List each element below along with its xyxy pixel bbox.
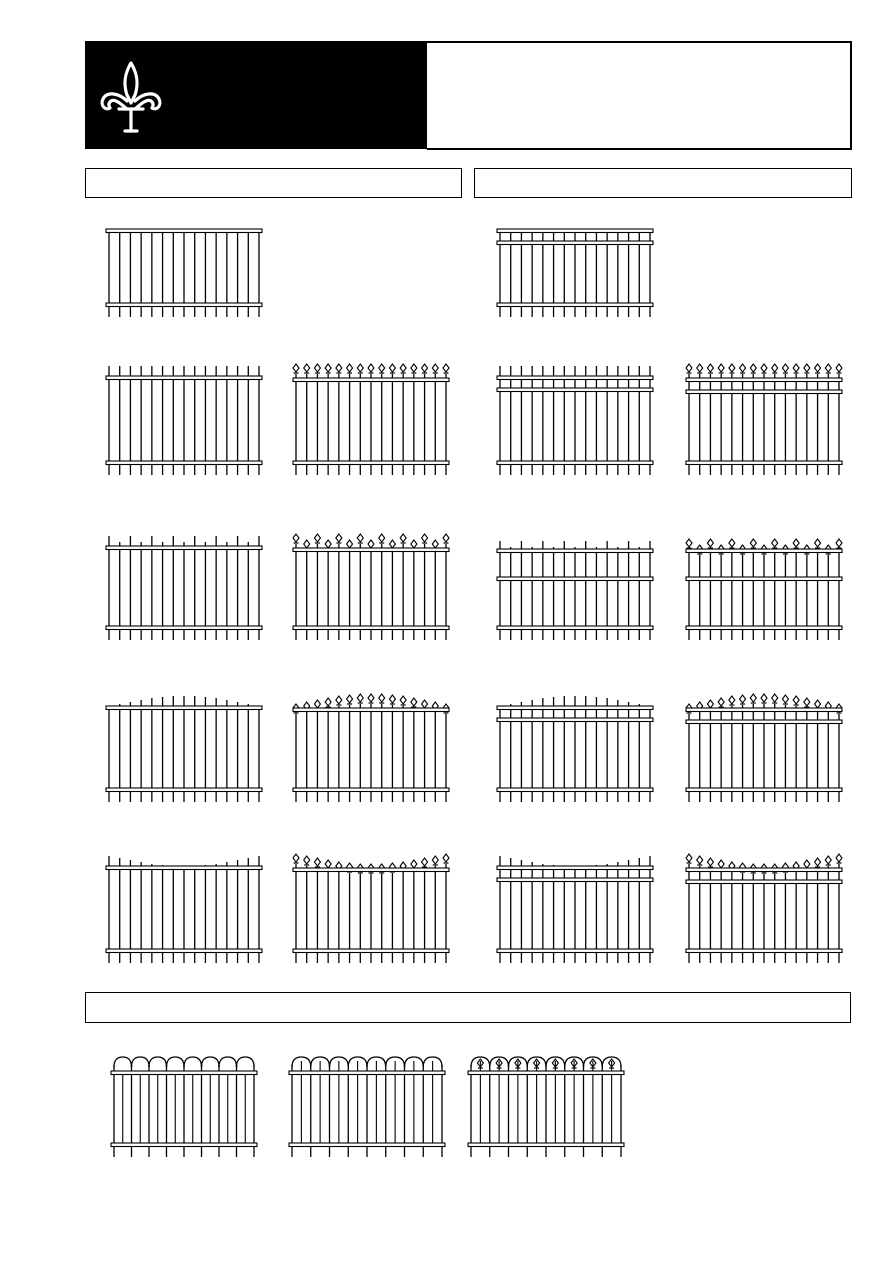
spear-finial: [750, 364, 756, 372]
loop-arch: [149, 1057, 167, 1067]
fence-r3a: [497, 541, 653, 640]
fence-b3: [468, 1057, 624, 1157]
rail: [293, 461, 449, 465]
spear-finial: [729, 539, 735, 547]
spear-finial: [825, 856, 831, 864]
spear-finial: [325, 540, 331, 548]
header-title: [427, 38, 447, 65]
fence-drawing-l4b: [291, 688, 451, 804]
rail: [468, 1071, 624, 1075]
section-left-label: [86, 164, 106, 191]
spear-finial: [761, 364, 767, 372]
spear-finial: [293, 534, 299, 542]
spear-finial: [793, 539, 799, 547]
rail: [497, 241, 653, 245]
spear-finial: [686, 364, 692, 372]
rail: [497, 626, 653, 630]
rail: [293, 626, 449, 630]
spear-finial: [729, 696, 735, 704]
rail: [468, 1143, 624, 1147]
spear-finial: [422, 534, 428, 542]
rail: [686, 720, 842, 724]
rail: [106, 546, 262, 550]
spear-finial: [815, 700, 821, 708]
spear-finial: [707, 700, 713, 708]
rail: [106, 626, 262, 630]
spear-finial: [314, 700, 320, 708]
fence-drawing-r4a: [495, 688, 655, 804]
spear-finial: [793, 364, 799, 372]
spear-finial: [815, 539, 821, 547]
spear-finial: [793, 696, 799, 704]
spear-finial: [325, 698, 331, 706]
rail: [497, 229, 653, 233]
spear-finial: [411, 860, 417, 868]
spear-finial: [804, 698, 810, 706]
spear-finial: [293, 854, 299, 862]
rail: [106, 376, 262, 380]
spear-finial: [432, 856, 438, 864]
spear-finial: [804, 364, 810, 372]
spear-finial: [718, 860, 724, 868]
rail: [686, 549, 842, 553]
fence-drawing-r3b: [684, 533, 844, 642]
fence-drawing-r5a: [495, 848, 655, 965]
spear-finial: [686, 539, 692, 547]
spear-finial: [740, 364, 746, 372]
spear-finial: [293, 364, 299, 372]
rail: [106, 866, 262, 870]
rail: [686, 378, 842, 382]
spear-finial: [411, 540, 417, 548]
fence-drawing-l4a: [104, 688, 264, 804]
fence-drawing-b2: [287, 1053, 447, 1159]
rail: [686, 868, 842, 872]
rail: [293, 868, 449, 872]
spear-finial: [836, 364, 842, 372]
header-title-box: [427, 41, 852, 150]
fence-l5b: [293, 854, 449, 963]
fence-r4a: [497, 696, 653, 802]
spear-finial: [304, 364, 310, 372]
spear-finial: [782, 364, 788, 372]
rail: [106, 949, 262, 953]
spear-finial: [443, 364, 449, 372]
spear-finial: [357, 534, 363, 542]
rail: [293, 378, 449, 382]
rail: [686, 626, 842, 630]
fence-l2b: [293, 364, 449, 475]
rail: [686, 390, 842, 394]
fence-b2: [289, 1057, 445, 1157]
spear-finial: [400, 696, 406, 704]
loop-arch: [132, 1057, 150, 1067]
fence-drawing-r4b: [684, 688, 844, 804]
fence-l4b: [293, 694, 449, 802]
fence-l4a: [106, 696, 262, 802]
rail: [289, 1071, 445, 1075]
rail: [111, 1071, 257, 1075]
spear-finial: [304, 540, 310, 548]
spear-finial: [825, 364, 831, 372]
fence-drawing-b3: [466, 1053, 626, 1159]
rail: [293, 708, 449, 712]
rail: [106, 461, 262, 465]
section-label-right: [474, 168, 852, 198]
header-logo-block: [85, 41, 428, 149]
spear-finial: [422, 364, 428, 372]
rail: [293, 788, 449, 792]
spear-finial: [347, 695, 353, 703]
rail: [293, 548, 449, 552]
spear-finial: [400, 364, 406, 372]
rail: [106, 303, 262, 307]
fence-l5a: [106, 856, 262, 963]
section-label-left: [85, 168, 462, 198]
spear-finial: [336, 364, 342, 372]
fence-drawing-r3a: [495, 533, 655, 642]
spear-finial: [325, 364, 331, 372]
spear-finial: [740, 695, 746, 703]
fence-drawing-r1: [495, 223, 655, 319]
rail: [293, 949, 449, 953]
spear-finial: [697, 364, 703, 372]
rail: [497, 706, 653, 710]
rail: [497, 577, 653, 581]
spear-finial: [336, 534, 342, 542]
spear-finial: [400, 534, 406, 542]
spear-finial: [411, 364, 417, 372]
rail: [106, 706, 262, 710]
spear-finial: [772, 539, 778, 547]
spear-finial: [368, 540, 374, 548]
fence-r3b: [686, 539, 842, 640]
fence-r1: [497, 229, 653, 317]
spear-finial: [836, 539, 842, 547]
spear-finial: [815, 858, 821, 866]
fence-l3b: [293, 534, 449, 640]
rail: [106, 229, 262, 233]
rail: [106, 788, 262, 792]
spear-finial: [379, 694, 385, 702]
fleur-de-lis-icon: [97, 59, 167, 139]
rail: [497, 866, 653, 870]
rail: [497, 303, 653, 307]
spear-finial: [389, 364, 395, 372]
loop-arch: [167, 1057, 185, 1067]
fence-drawing-l3b: [291, 528, 451, 642]
loop-arch: [114, 1057, 132, 1067]
rail: [686, 461, 842, 465]
spear-finial: [347, 364, 353, 372]
spear-finial: [325, 860, 331, 868]
spear-finial: [304, 856, 310, 864]
spear-finial: [422, 858, 428, 866]
rail: [497, 388, 653, 392]
fence-drawing-r2a: [495, 358, 655, 477]
spear-finial: [772, 694, 778, 702]
spear-finial: [729, 364, 735, 372]
section-right-label: [475, 164, 495, 191]
fence-drawing-l5b: [291, 848, 451, 965]
spear-finial: [347, 540, 353, 548]
spear-finial: [761, 694, 767, 702]
spear-finial: [750, 694, 756, 702]
fence-l3a: [106, 536, 262, 640]
spear-finial: [707, 539, 713, 547]
spear-finial: [815, 364, 821, 372]
spear-finial: [750, 539, 756, 547]
fence-drawing-l3a: [104, 528, 264, 642]
spear-finial: [432, 540, 438, 548]
fence-r5b: [686, 854, 842, 963]
spear-finial: [432, 364, 438, 372]
rail: [497, 549, 653, 553]
spear-finial: [314, 534, 320, 542]
spear-finial: [443, 854, 449, 862]
spear-finial: [357, 694, 363, 702]
section-bottom-label: [86, 988, 106, 1015]
rail: [497, 878, 653, 882]
loop-arch: [219, 1057, 237, 1067]
rail: [686, 880, 842, 884]
section-label-bottom: [85, 992, 851, 1023]
rail: [497, 788, 653, 792]
spear-finial: [336, 696, 342, 704]
spear-finial: [389, 540, 395, 548]
fence-r5a: [497, 856, 653, 963]
spear-finial: [422, 700, 428, 708]
fence-drawing-l2a: [104, 358, 264, 477]
fence-drawing-l5a: [104, 848, 264, 965]
spear-finial: [718, 698, 724, 706]
spear-finial: [782, 695, 788, 703]
spear-finial: [357, 364, 363, 372]
spear-finial: [836, 854, 842, 862]
spear-finial: [707, 364, 713, 372]
fence-drawing-b1: [109, 1053, 259, 1159]
spear-finial: [686, 854, 692, 862]
loop-arch: [237, 1057, 255, 1067]
rail: [686, 788, 842, 792]
rail: [497, 461, 653, 465]
fence-r2b: [686, 364, 842, 475]
spear-finial: [368, 694, 374, 702]
spear-finial: [368, 364, 374, 372]
rail: [289, 1143, 445, 1147]
loop-arch: [202, 1057, 220, 1067]
spear-finial: [697, 856, 703, 864]
spear-finial: [411, 698, 417, 706]
rail: [686, 949, 842, 953]
spear-finial: [379, 364, 385, 372]
spear-finial: [443, 534, 449, 542]
fence-b1: [111, 1057, 257, 1157]
fence-drawing-r5b: [684, 848, 844, 965]
rail: [686, 708, 842, 712]
spear-finial: [804, 860, 810, 868]
spear-finial: [314, 364, 320, 372]
spear-finial: [707, 858, 713, 866]
spear-finial: [379, 534, 385, 542]
fence-drawing-l2b: [291, 358, 451, 477]
fence-r2a: [497, 366, 653, 475]
fence-drawing-r2b: [684, 358, 844, 477]
spear-finial: [389, 695, 395, 703]
rail: [497, 718, 653, 722]
rail: [497, 376, 653, 380]
spear-finial: [314, 858, 320, 866]
fence-l1: [106, 229, 262, 317]
fence-r4b: [686, 694, 842, 802]
rail: [111, 1143, 257, 1147]
fence-l2a: [106, 366, 262, 475]
fence-drawing-l1: [104, 223, 264, 319]
loop-arch: [184, 1057, 202, 1067]
spear-finial: [718, 364, 724, 372]
spear-finial: [772, 364, 778, 372]
rail: [686, 577, 842, 581]
rail: [497, 949, 653, 953]
